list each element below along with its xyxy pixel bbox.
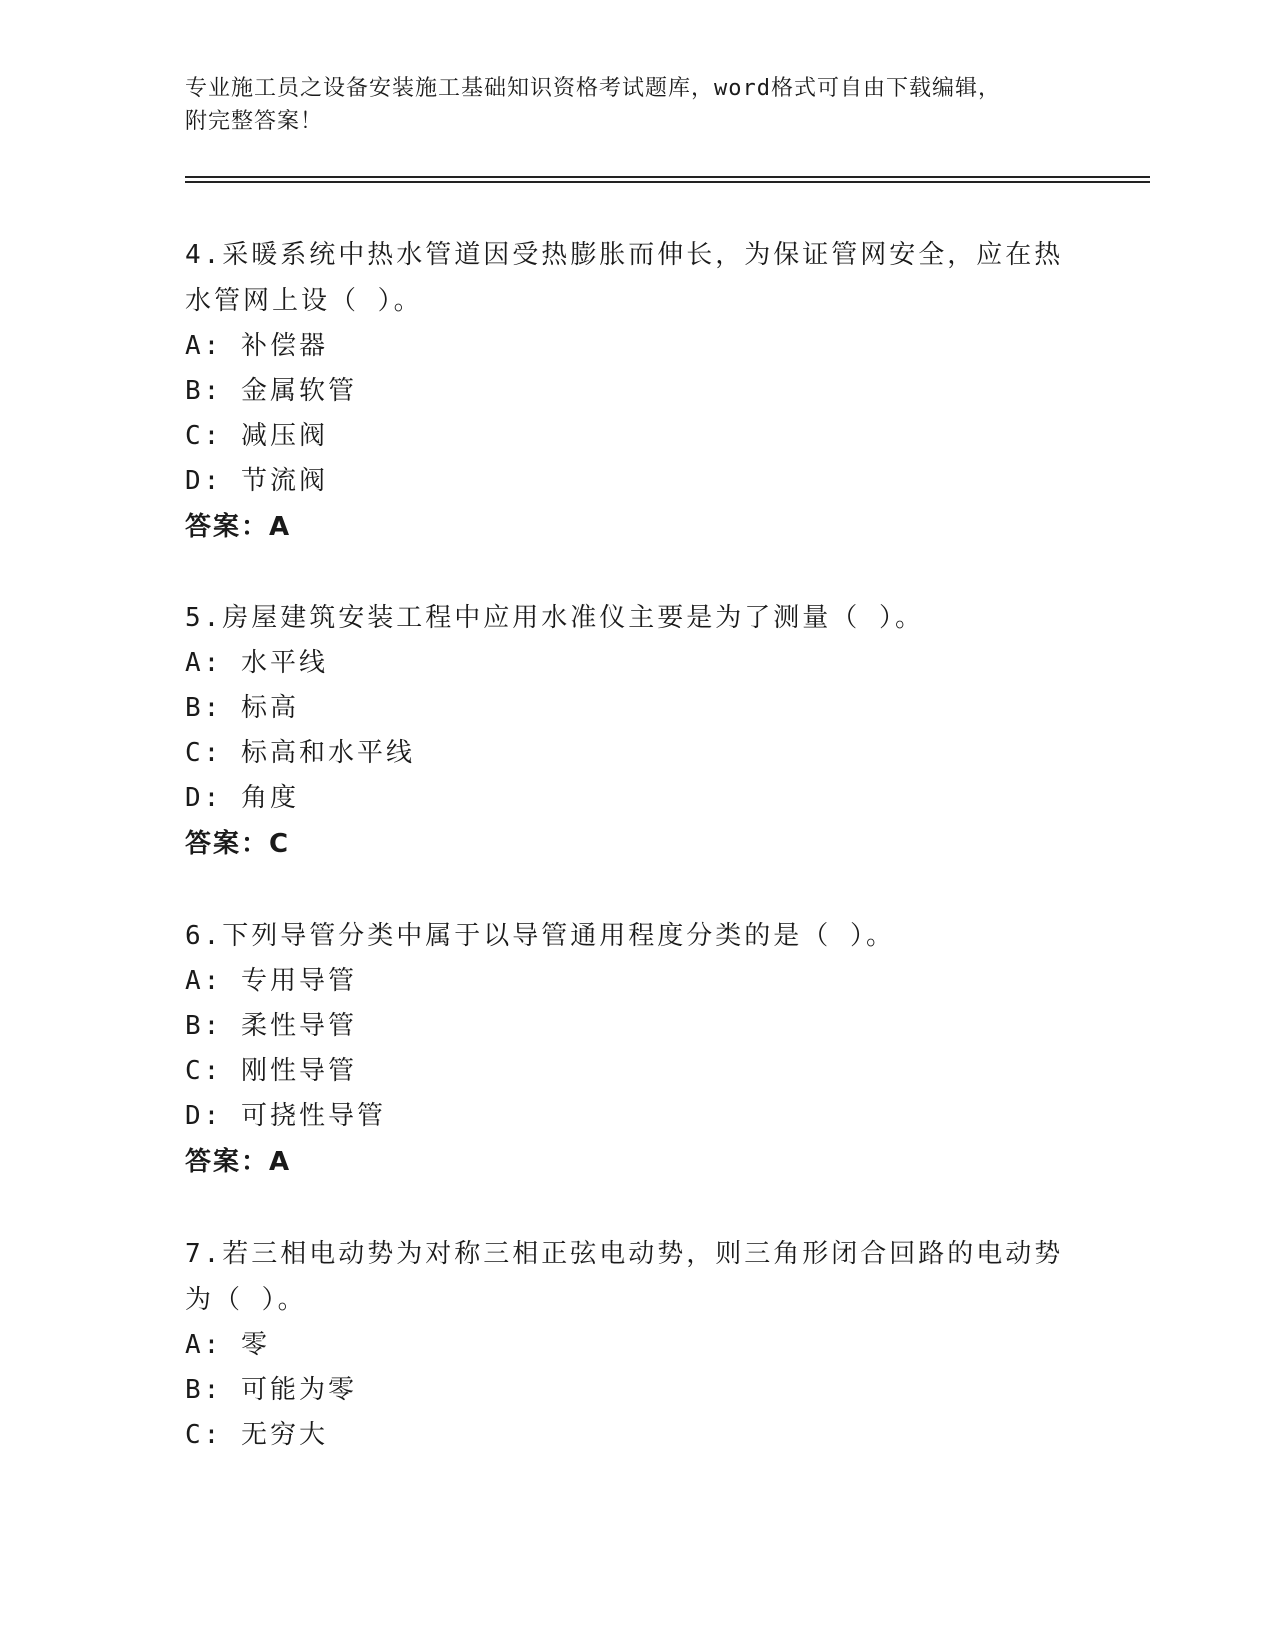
option-a: A: 补偿器: [185, 331, 328, 361]
answer-line: 答案：A: [185, 512, 292, 542]
option-c: C: 无穷大: [185, 1420, 328, 1450]
option-b: B: 柔性导管: [185, 1011, 357, 1041]
question-5: [185, 595, 1065, 867]
option-b: B: 标高: [185, 693, 299, 723]
question-6: [185, 913, 1065, 1185]
question-4: [185, 232, 1065, 550]
header-divider-top: [185, 176, 1150, 178]
option-a: A: 零: [185, 1330, 270, 1360]
header-divider-bottom: [185, 181, 1150, 183]
answer-line: 答案：A: [185, 1147, 292, 1177]
question-stem-line: 6.下列导管分类中属于以导管通用程度分类的是（ ）。: [185, 921, 895, 951]
option-c: C: 减压阀: [185, 421, 328, 451]
option-c: C: 刚性导管: [185, 1056, 357, 1086]
option-d: D: 节流阀: [185, 466, 328, 496]
answer-line: 答案：C: [185, 829, 291, 859]
question-stem-line: 7.若三相电动势为对称三相正弦电动势，则三角形闭合回路的电动势: [185, 1239, 1064, 1269]
question-stem-line: 为（ ）。: [185, 1285, 307, 1315]
header-line-1: 专业施工员之设备安装施工基础知识资格考试题库，word格式可自由下载编辑，: [185, 76, 1001, 101]
question-7: [185, 1231, 1065, 1458]
option-d: D: 可挠性导管: [185, 1101, 386, 1131]
option-b: B: 可能为零: [185, 1375, 357, 1405]
option-b: B: 金属软管: [185, 376, 357, 406]
option-d: D: 角度: [185, 783, 299, 813]
header-line-2: 附完整答案！: [185, 109, 324, 134]
document-header: [185, 72, 1065, 138]
question-stem-line: 水管网上设（ ）。: [185, 286, 423, 316]
option-a: A: 专用导管: [185, 966, 357, 996]
question-stem-line: 5.房屋建筑安装工程中应用水准仪主要是为了测量（ ）。: [185, 603, 924, 633]
option-c: C: 标高和水平线: [185, 738, 415, 768]
option-a: A: 水平线: [185, 648, 328, 678]
question-stem-line: 4.采暖系统中热水管道因受热膨胀而伸长，为保证管网安全，应在热: [185, 240, 1064, 270]
